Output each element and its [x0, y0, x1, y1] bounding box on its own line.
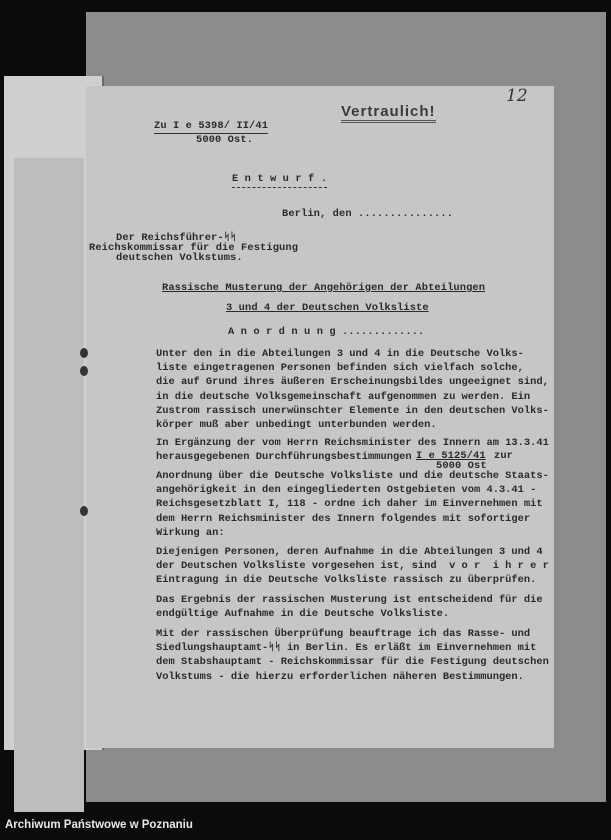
paragraph-ordinance: Anordnung über die Deutsche Volksliste und die deutsche Staats- angehörigkeit in den eingegliederten Ostgebieten vom 4.3.41 - Reichsgesetzblatt I, 118 - ordne ich daher im Einvernehmen mit dem Herrn Reichsminister des Innern folgendes mit sofortiger Wirkung an:: [156, 470, 549, 539]
order-heading: A n o r d n u n g .............: [228, 326, 425, 338]
confidential-stamp: Vertraulich!: [341, 104, 436, 123]
folio-number: 12: [506, 86, 528, 106]
draft-label: E n t w u r f .: [232, 173, 327, 188]
sender-line: deutschen Volkstums.: [116, 252, 243, 264]
paragraph-supplement: In Ergänzung der vom Herrn Reichsminister des Innern am 13.3.41 herausgegebenen Durchführungsbestimmungen: [156, 437, 549, 464]
punch-hole: [80, 366, 88, 376]
reference-line-2: 5000 Ost.: [196, 134, 254, 146]
archive-footer: [0, 812, 611, 840]
decree-office: 5000 Ost: [436, 460, 487, 472]
subject-line: Rassische Musterung der Angehörigen der Abteilungen: [162, 282, 486, 294]
paragraph-assignment: Mit der rassischen Überprüfung beauftrage ich das Rasse- und Siedlungshauptamt-ᛋᛋ in Berlin. Es erläßt im Einvernehmen mit dem Stabshauptamt - Reichskommissar für die Festigung deutschen Volkstums - die hierzu erforderlichen näheren Bestimmungen.: [156, 628, 549, 683]
place-date: Berlin, den ...............: [282, 208, 454, 220]
punch-hole: [80, 506, 88, 516]
paragraph-intro: Unter den in die Abteilungen 3 und 4 in die Deutsche Volks- liste eingetragenen Personen befinden sich vielfach solche, die auf Grund ihres äußeren Erscheinungsbildes ungeeignet sind, in die deutsche Volksgemeinschaft aufgenommen zu werden. Ein Zustrom rassisch unerwünschter Elemente in den deutschen Volks- körper muß aber unbedingt unterbunden werden.: [156, 348, 549, 432]
paragraph-examination: Diejenigen Personen, deren Aufnahme in die Abteilungen 3 und 4 der Deutschen Volksliste vorgesehen ist, sind v o r i h r e r Eintragung in die Deutsche Volksliste rassisch zu überprüfen.: [156, 546, 549, 587]
subject-line: 3 und 4 der Deutschen Volksliste: [226, 302, 429, 314]
paragraph-result: Das Ergebnis der rassischen Musterung ist entscheidend für die endgültige Aufnahme in die Deutsche Volksliste.: [156, 594, 543, 621]
reference-line-1: Zu I e 5398/ II/41: [154, 120, 269, 132]
document-page: [86, 86, 554, 748]
reference-number: [154, 120, 268, 146]
adjacent-page-inner: [14, 158, 84, 818]
archive-name: Archiwum Państwowe w Poznaniu: [5, 819, 193, 831]
sender-line: Reichskommissar für die Festigung: [89, 242, 299, 254]
decree-number: I e 5125/41: [416, 450, 486, 462]
sender-line: Der Reichsführer-ᛋᛋ: [116, 232, 237, 244]
decree-suffix: zur: [494, 450, 514, 462]
punch-hole: [80, 348, 88, 358]
